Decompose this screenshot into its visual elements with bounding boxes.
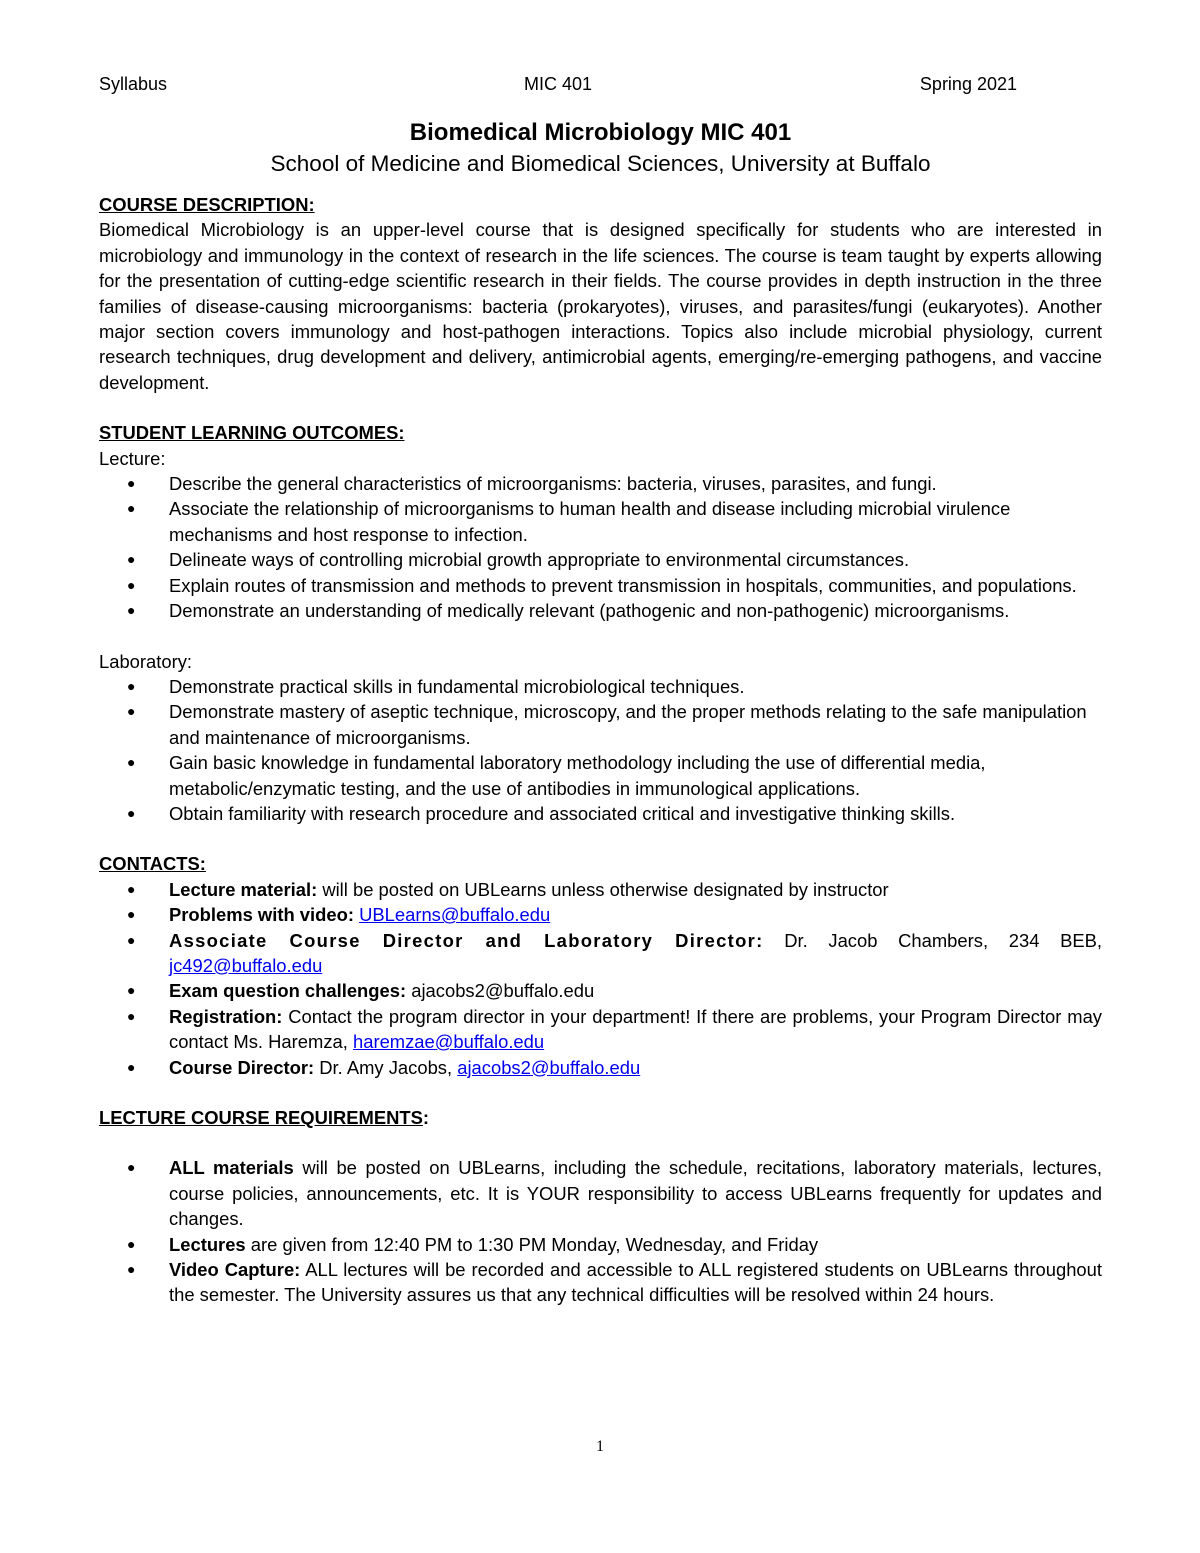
course-director-email-link[interactable]: ajacobs2@buffalo.edu [457, 1056, 641, 1078]
contact-associate-director [127, 928, 1102, 979]
list-item [127, 471, 1102, 496]
lecture-requirements-list [99, 1155, 1102, 1307]
list-item [127, 496, 1102, 547]
learning-outcomes-section [99, 420, 1102, 826]
bullet-icon: ● [127, 1159, 136, 1176]
contact-exam [127, 978, 1102, 1003]
contact-label: Associate Course Director and Laboratory Director: [169, 929, 764, 951]
contact-label: Exam question challenges: [169, 980, 407, 1002]
bullet-icon: ● [127, 602, 136, 619]
header-right: Spring 2021 [919, 74, 1017, 94]
list-item-text: Describe the general characteristics of microorganisms: bacteria, viruses, parasites, and fungi. [169, 473, 937, 495]
bullet-icon: ● [127, 982, 136, 999]
bullet-icon: ● [127, 576, 136, 593]
contact-label: Course Director: [169, 1056, 315, 1078]
page-number: 1 [596, 1438, 604, 1455]
lecture-requirements-heading: LECTURE COURSE REQUIREMENTS [99, 1107, 423, 1128]
contact-text: will be posted on UBLearns unless otherwise designated by instructor [317, 878, 889, 900]
list-item-text: Associate the relationship of microorganisms to human health and disease including microbial virulence mechanisms and host response to infection. [169, 498, 1011, 545]
laboratory-label: Laboratory: [99, 650, 193, 672]
lecture-outcomes-list [99, 471, 1102, 623]
contact-registration [127, 1004, 1102, 1055]
bullet-icon: ● [127, 677, 136, 694]
bullet-icon: ● [127, 500, 136, 517]
video-email-link[interactable]: UBLearns@buffalo.edu [359, 904, 551, 926]
course-description-section [99, 192, 1102, 395]
bullet-icon: ● [127, 1235, 136, 1252]
bullet-icon: ● [127, 551, 136, 568]
contact-text: Dr. Amy Jacobs, [314, 1056, 453, 1078]
contact-label: Lecture material: [169, 878, 318, 900]
contact-course-director [127, 1055, 1102, 1080]
list-item [127, 750, 1102, 801]
bullet-icon: ● [127, 1261, 136, 1278]
list-item-text: Demonstrate mastery of aseptic technique, microscopy, and the proper methods relating to the safe manipulation and maintenance of microorganisms. [169, 701, 1087, 748]
document-body [99, 118, 1102, 1308]
requirement-text: will be posted on UBLearns, including the schedule, recitations, laboratory materials, lectures, course policies, announcements, etc. It is YOUR responsibility to access UBLearns frequently for updates and changes. [169, 1157, 1102, 1230]
contact-text: Contact the program director in your department! If there are problems, your Program Director may contact Ms. Haremza, [169, 1005, 1102, 1053]
bullet-icon: ● [127, 1058, 136, 1075]
list-item-text: Explain routes of transmission and methods to prevent transmission in hospitals, communities, and populations. [169, 574, 1077, 596]
contact-lecture-material [127, 877, 1102, 902]
lab-outcomes-list [99, 674, 1102, 826]
bullet-icon: ● [127, 475, 136, 492]
page-title: Biomedical Microbiology MIC 401 [409, 119, 792, 146]
contacts-list [99, 877, 1102, 1080]
list-item [127, 547, 1102, 572]
requirement-label: Video Capture: [169, 1259, 301, 1281]
list-item [127, 598, 1102, 623]
contacts-section [99, 851, 1102, 1080]
contact-text: Dr. Jacob Chambers, 234 BEB, [763, 929, 1102, 951]
list-item-text: Delineate ways of controlling microbial growth appropriate to environmental circumstances. [169, 549, 910, 571]
learning-outcomes-heading: STUDENT LEARNING OUTCOMES: [99, 422, 405, 444]
page-subtitle: School of Medicine and Biomedical Sciences, University at Buffalo [270, 151, 931, 176]
associate-director-email-link[interactable]: jc492@buffalo.edu [169, 954, 323, 976]
spacer [99, 624, 1102, 649]
list-item [127, 1232, 1102, 1257]
contact-video [127, 902, 1102, 927]
lecture-requirements-heading-line [99, 1105, 1102, 1130]
heading-colon: : [422, 1107, 430, 1128]
bullet-icon: ● [127, 931, 136, 948]
registration-email-link[interactable]: haremzae@buffalo.edu [352, 1031, 545, 1053]
lecture-label: Lecture: [99, 447, 166, 469]
contacts-heading: CONTACTS: [99, 853, 206, 875]
header-left: Syllabus [99, 74, 168, 94]
list-item [127, 1257, 1102, 1308]
requirement-text: ALL lectures will be recorded and accessible to ALL registered students on UBLearns throughout the semester. The University assures us that any technical difficulties will be resolved within 24 hours. [169, 1259, 1102, 1306]
course-description-text: Biomedical Microbiology is an upper-level course that is designed specifically for students who are interested in microbiology and immunology in the context of research in the life sciences. The course is team taught by experts allowing for the presentation of cutting-edge scientific research in their fields. The course provides in depth instruction in the three families of disease-causing microorganisms: bacteria (prokaryotes), viruses, and parasites/fungi (eukaryotes). Another major section covers immunology and host-pathogen interactions. Topics also include microbial physiology, current research techniques, drug development and delivery, antimicrobial agents, emerging/re-emerging pathogens, and vaccine development. [99, 219, 1102, 393]
contact-label: Problems with video: [169, 904, 354, 926]
course-description-heading: COURSE DESCRIPTION: [99, 194, 315, 215]
requirement-label: Lectures [169, 1233, 246, 1255]
spacer [99, 1130, 1102, 1155]
bullet-icon: ● [127, 906, 136, 923]
spacer [99, 1080, 1102, 1105]
spacer [99, 826, 1102, 851]
lecture-requirements-section [99, 1105, 1102, 1308]
bullet-icon: ● [127, 880, 136, 897]
bullet-icon: ● [127, 703, 136, 720]
running-header [99, 74, 1017, 98]
list-item-text: Demonstrate an understanding of medically relevant (pathogenic and non-pathogenic) microorganisms. [169, 600, 1010, 622]
list-item [127, 1155, 1102, 1231]
list-item-text: Gain basic knowledge in fundamental laboratory methodology including the use of differential media, metabolic/enzymatic testing, and the use of antibodies in immunological applications. [169, 752, 986, 799]
bullet-icon: ● [127, 754, 136, 771]
spacer [99, 395, 1102, 420]
list-item [127, 573, 1102, 598]
header-center: MIC 401 [523, 74, 593, 94]
requirement-label: ALL materials [169, 1157, 294, 1179]
list-item-text: Demonstrate practical skills in fundamental microbiological techniques. [169, 675, 745, 697]
exam-email: ajacobs2@buffalo.edu [411, 980, 595, 1002]
list-item [127, 801, 1102, 826]
list-item-text: Obtain familiarity with research procedure and associated critical and investigative thinking skills. [169, 802, 956, 824]
contact-label: Registration: [169, 1005, 283, 1027]
list-item [127, 699, 1102, 750]
list-item [127, 674, 1102, 699]
requirement-text: are given from 12:40 PM to 1:30 PM Monday, Wednesday, and Friday [245, 1233, 819, 1255]
bullet-icon: ● [127, 1007, 136, 1024]
bullet-icon: ● [127, 804, 136, 821]
